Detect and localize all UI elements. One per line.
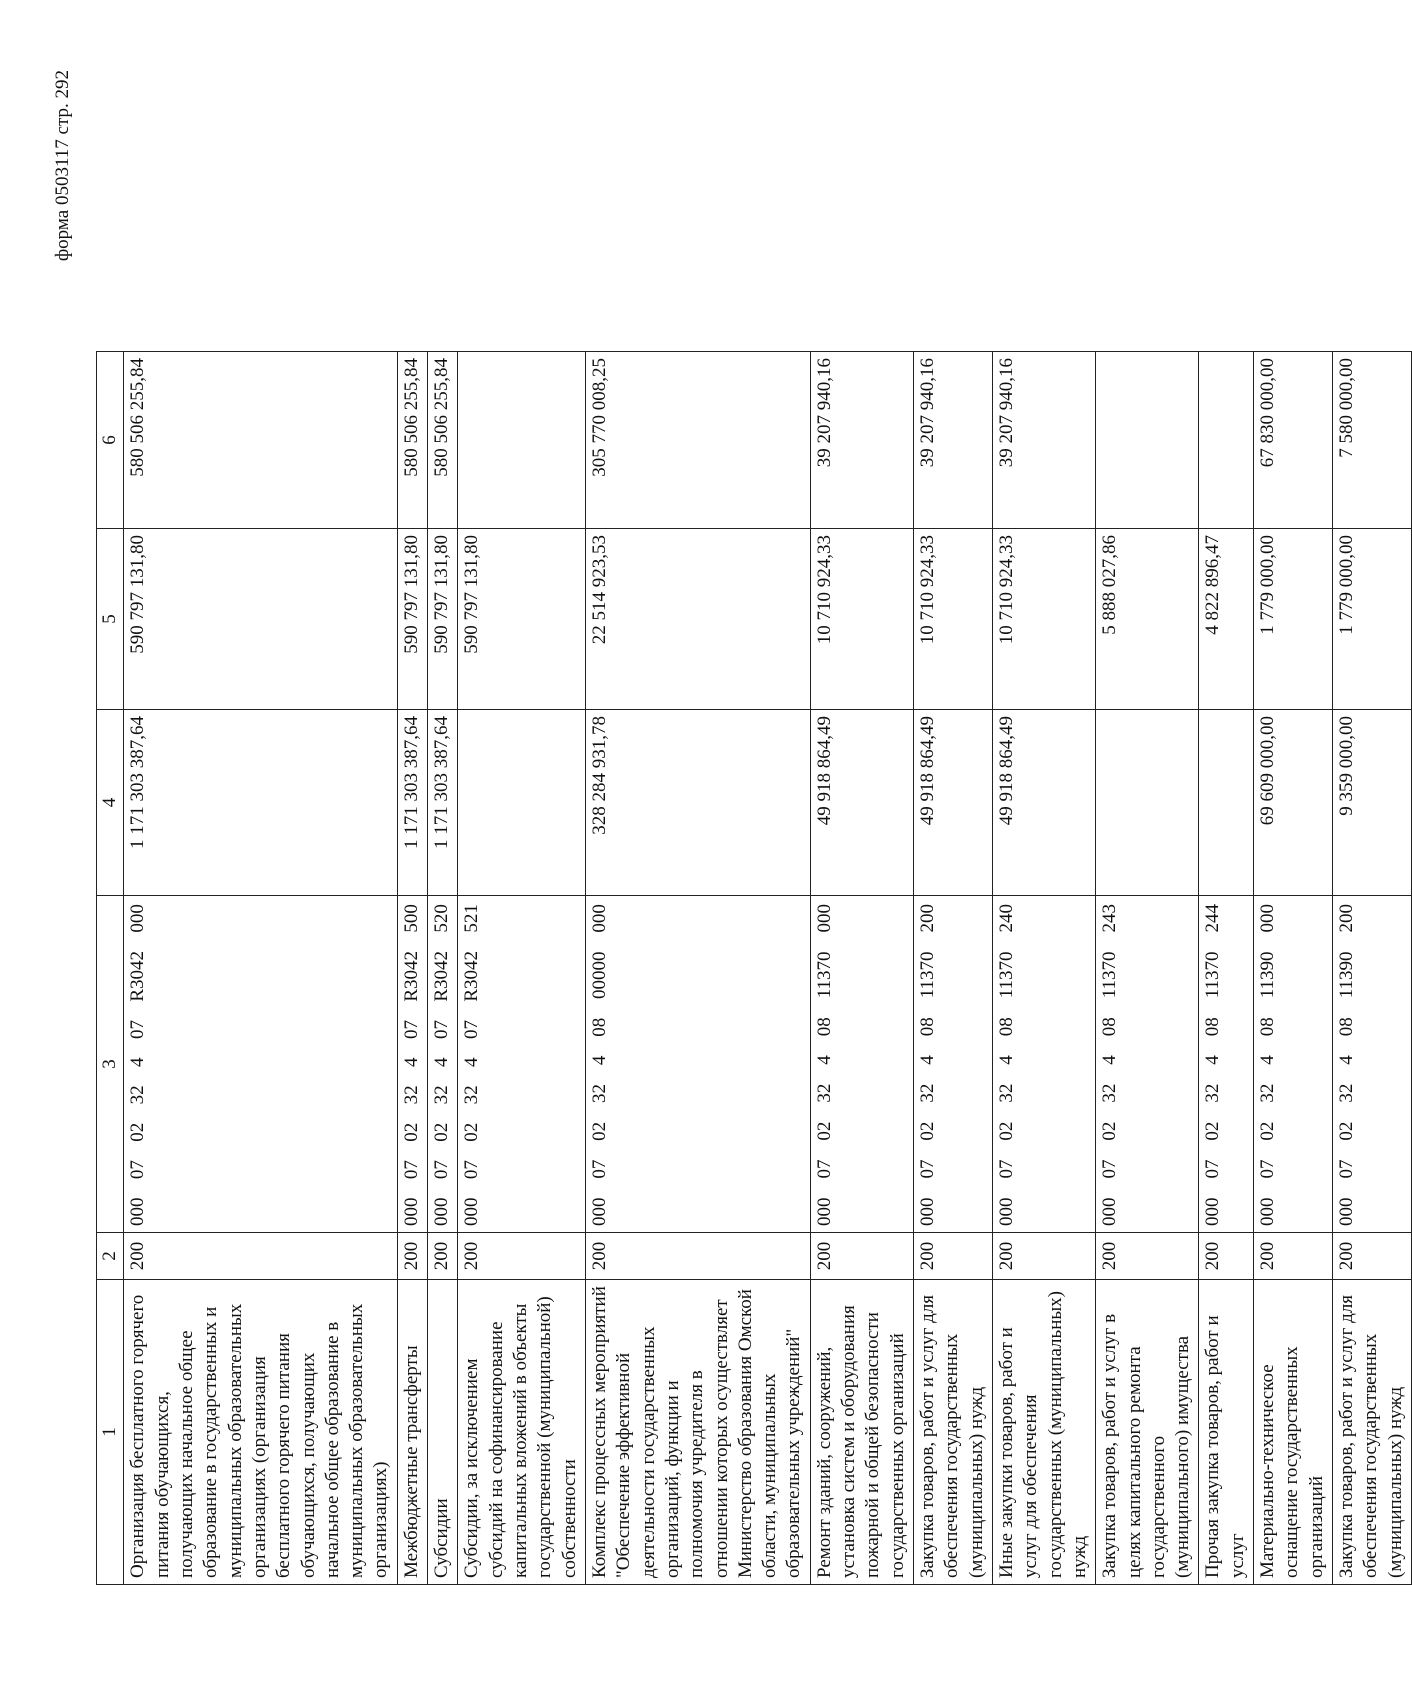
row-budget-code — [1333, 896, 1412, 1233]
row-executed-amount: 4 822 896,47 — [1199, 529, 1254, 710]
budget-code-segment: 32 — [1099, 1083, 1121, 1103]
budget-code-segment: 000 — [127, 1197, 149, 1226]
budget-code-segment: 000 — [1257, 904, 1279, 933]
row-line-code: 200 — [397, 1233, 427, 1280]
budget-code-segment: 02 — [127, 1122, 149, 1142]
budget-code-segment: 4 — [1099, 1055, 1121, 1065]
budget-code-segment: 244 — [1202, 904, 1224, 933]
row-budget-code — [914, 896, 993, 1233]
row-budget-code — [397, 896, 427, 1233]
budget-code-segment: 4 — [813, 1055, 835, 1065]
budget-code-segment: 07 — [400, 1020, 422, 1040]
row-budget-code — [124, 896, 397, 1233]
budget-code-segment: 08 — [588, 1017, 610, 1037]
row-executed-amount: 1 779 000,00 — [1333, 529, 1412, 710]
budget-code-segment: 32 — [400, 1085, 422, 1105]
budget-code-segment: 11370 — [995, 951, 1017, 999]
row-description: Комплекс процессных мероприятий "Обеспечение эффективной деятельности государственных организаций, функции и полномочия учредителя в отношении которых осуществляет Министерство образования Омской области, муниципальных образовательных учреждений" — [585, 1280, 810, 1585]
budget-code-segment: 32 — [1257, 1083, 1279, 1103]
table-row — [585, 352, 810, 1585]
budget-code-segment: 07 — [431, 1020, 453, 1040]
row-approved-amount — [458, 710, 586, 896]
column-header-4: 4 — [97, 710, 124, 896]
table-row — [992, 352, 1095, 1585]
budget-code-segment: 08 — [1336, 1017, 1357, 1037]
table-body — [124, 352, 1412, 1585]
row-approved-amount: 49 918 864,49 — [992, 710, 1095, 896]
row-approved-amount: 49 918 864,49 — [914, 710, 993, 896]
budget-code-segment: 32 — [1202, 1083, 1224, 1103]
row-unexecuted-amount: 580 506 255,84 — [397, 352, 427, 529]
column-header-5: 5 — [97, 529, 124, 710]
budget-code-segment: 240 — [995, 904, 1017, 933]
budget-code-parts — [813, 902, 837, 1226]
budget-code-segment: 00000 — [588, 951, 610, 999]
row-description: Материально-техническое оснащение государственных организаций — [1254, 1280, 1333, 1585]
budget-code-segment: 07 — [1099, 1159, 1121, 1179]
table-row — [1199, 352, 1254, 1585]
budget-code-segment: R3042 — [400, 950, 422, 1002]
budget-code-segment: 32 — [917, 1083, 938, 1103]
row-approved-amount: 9 359 000,00 — [1333, 710, 1412, 896]
budget-code-segment: 02 — [1099, 1121, 1121, 1141]
budget-code-segment: 4 — [431, 1057, 453, 1067]
budget-code-segment: 02 — [588, 1121, 610, 1141]
budget-code-segment: 32 — [431, 1085, 453, 1105]
budget-code-segment: 32 — [127, 1085, 149, 1105]
row-description: Прочая закупка товаров, работ и услуг — [1199, 1280, 1254, 1585]
row-budget-code — [585, 896, 810, 1233]
budget-code-segment: 4 — [995, 1055, 1017, 1065]
row-budget-code — [428, 896, 458, 1233]
budget-code-segment: 520 — [431, 904, 453, 933]
budget-code-segment: 11370 — [813, 951, 835, 999]
budget-code-segment: 02 — [917, 1121, 938, 1141]
row-unexecuted-amount: 39 207 940,16 — [914, 352, 993, 529]
budget-code-segment: 000 — [1099, 1197, 1121, 1226]
budget-code-segment: 4 — [1202, 1055, 1224, 1065]
budget-code-segment: 11370 — [1202, 951, 1224, 999]
row-unexecuted-amount — [458, 352, 586, 529]
table-row — [1254, 352, 1333, 1585]
row-description: Субсидии — [428, 1280, 458, 1585]
budget-code-segment: 08 — [1257, 1017, 1279, 1037]
row-description: Закупка товаров, работ и услуг для обеспечения государственных (муниципальных) нужд — [1333, 1280, 1412, 1585]
budget-code-parts — [1201, 902, 1225, 1226]
budget-code-segment: 000 — [1257, 1197, 1279, 1226]
budget-code-segment: 08 — [917, 1017, 938, 1037]
budget-code-segment: 243 — [1099, 904, 1121, 933]
form-label: форма 0503117 стр. 292 — [52, 70, 73, 262]
row-unexecuted-amount: 580 506 255,84 — [124, 352, 397, 529]
budget-code-parts — [460, 902, 484, 1226]
budget-code-segment: 11370 — [1099, 951, 1121, 999]
budget-code-segment: 02 — [1202, 1121, 1224, 1141]
table-header-row — [97, 352, 124, 1585]
budget-code-segment: 000 — [431, 1197, 453, 1226]
budget-code-segment: 4 — [1257, 1055, 1279, 1065]
table-row — [810, 352, 913, 1585]
budget-code-segment: R3042 — [431, 950, 453, 1002]
row-executed-amount: 590 797 131,80 — [124, 529, 397, 710]
table-row — [914, 352, 993, 1585]
report-table — [96, 351, 1412, 1585]
row-line-code: 200 — [810, 1233, 913, 1280]
budget-code-segment: 07 — [995, 1159, 1017, 1179]
row-approved-amount: 328 284 931,78 — [585, 710, 810, 896]
budget-code-segment: 07 — [1257, 1159, 1279, 1179]
budget-code-segment: 11370 — [917, 951, 938, 999]
row-executed-amount: 1 779 000,00 — [1254, 529, 1333, 710]
row-line-code: 200 — [585, 1233, 810, 1280]
row-unexecuted-amount: 305 770 008,25 — [585, 352, 810, 529]
column-header-3: 3 — [97, 896, 124, 1233]
row-executed-amount: 10 710 924,33 — [914, 529, 993, 710]
budget-code-segment: 000 — [588, 1197, 610, 1226]
row-unexecuted-amount — [1096, 352, 1199, 529]
budget-code-segment: 07 — [588, 1159, 610, 1179]
budget-code-segment: 000 — [813, 904, 835, 933]
column-header-2: 2 — [97, 1233, 124, 1280]
column-header-6: 6 — [97, 352, 124, 529]
table-row — [1096, 352, 1199, 1585]
budget-code-segment: 11390 — [1336, 951, 1357, 999]
budget-code-segment: 02 — [1336, 1121, 1357, 1141]
budget-code-segment: 07 — [431, 1160, 453, 1180]
budget-code-segment: 4 — [127, 1057, 149, 1067]
budget-code-segment: 08 — [995, 1017, 1017, 1037]
row-unexecuted-amount: 39 207 940,16 — [810, 352, 913, 529]
row-line-code: 200 — [992, 1233, 1095, 1280]
budget-code-segment: 4 — [917, 1055, 938, 1065]
budget-code-segment: R3042 — [461, 950, 483, 1002]
budget-code-segment: 02 — [400, 1122, 422, 1142]
budget-code-segment: 32 — [1336, 1083, 1357, 1103]
budget-code-segment: 000 — [588, 904, 610, 933]
row-approved-amount: 1 171 303 387,64 — [397, 710, 427, 896]
budget-code-parts — [1098, 902, 1122, 1226]
budget-code-segment: R3042 — [127, 950, 149, 1002]
row-line-code: 200 — [428, 1233, 458, 1280]
row-unexecuted-amount: 39 207 940,16 — [992, 352, 1095, 529]
budget-code-segment: 08 — [1099, 1017, 1121, 1037]
row-approved-amount — [1096, 710, 1199, 896]
row-unexecuted-amount: 580 506 255,84 — [428, 352, 458, 529]
budget-code-parts — [430, 902, 454, 1226]
row-budget-code — [458, 896, 586, 1233]
budget-code-segment: 200 — [1336, 904, 1357, 933]
budget-code-segment: 000 — [1336, 1197, 1357, 1226]
budget-code-segment: 4 — [461, 1057, 483, 1067]
budget-code-parts — [916, 902, 940, 1226]
row-description: Иные закупки товаров, работ и услуг для обеспечения государственных (муниципальных) нужд — [992, 1280, 1095, 1585]
row-line-code: 200 — [124, 1233, 397, 1280]
row-executed-amount: 22 514 923,53 — [585, 529, 810, 710]
budget-code-segment: 500 — [400, 904, 422, 933]
budget-code-segment: 07 — [400, 1160, 422, 1180]
row-executed-amount: 590 797 131,80 — [397, 529, 427, 710]
budget-code-segment: 07 — [1336, 1159, 1357, 1179]
row-approved-amount: 49 918 864,49 — [810, 710, 913, 896]
budget-code-segment: 02 — [813, 1121, 835, 1141]
row-budget-code — [1096, 896, 1199, 1233]
budget-code-parts — [126, 902, 150, 1226]
row-budget-code — [992, 896, 1095, 1233]
row-unexecuted-amount: 7 580 000,00 — [1333, 352, 1412, 529]
table-row — [124, 352, 397, 1585]
budget-code-segment: 02 — [431, 1122, 453, 1142]
budget-code-segment: 32 — [588, 1083, 610, 1103]
budget-code-segment: 000 — [995, 1197, 1017, 1226]
budget-code-segment: 000 — [1202, 1197, 1224, 1226]
row-approved-amount — [1199, 710, 1254, 896]
budget-code-segment: 07 — [813, 1159, 835, 1179]
table-row — [1333, 352, 1412, 1585]
budget-code-segment: 02 — [995, 1121, 1017, 1141]
row-unexecuted-amount — [1199, 352, 1254, 529]
row-description: Организация бесплатного горячего питания обучающихся, получающих начальное общее образование в государственных и муниципальных образовательных организациях (организация бесплатного горячего питания обучающихся, получающих начальное общее образование в муниципальных образовательных организациях) — [124, 1280, 397, 1585]
row-line-code: 200 — [458, 1233, 586, 1280]
row-executed-amount: 590 797 131,80 — [458, 529, 586, 710]
budget-code-segment: 4 — [588, 1055, 610, 1066]
row-description: Субсидии, за исключением субсидий на софинансирование капитальных вложений в объекты государственной (муниципальной) собственности — [458, 1280, 586, 1585]
budget-code-segment: 11390 — [1257, 951, 1279, 999]
budget-code-segment: 32 — [461, 1085, 483, 1105]
budget-code-segment: 02 — [1257, 1121, 1279, 1141]
row-description: Межбюджетные трансферты — [397, 1280, 427, 1585]
budget-code-segment: 000 — [400, 1197, 422, 1226]
budget-code-segment: 07 — [917, 1159, 938, 1179]
budget-code-segment: 4 — [1336, 1055, 1357, 1065]
budget-code-segment: 08 — [1202, 1017, 1224, 1037]
row-line-code: 200 — [914, 1233, 993, 1280]
budget-code-segment: 32 — [995, 1083, 1017, 1103]
budget-code-segment: 07 — [127, 1160, 149, 1180]
table-row — [397, 352, 427, 1585]
budget-code-segment: 07 — [461, 1160, 483, 1180]
budget-code-segment: 000 — [127, 904, 149, 933]
budget-code-segment: 000 — [917, 1197, 938, 1226]
budget-code-segment: 07 — [127, 1020, 149, 1040]
budget-code-segment: 02 — [461, 1122, 483, 1142]
row-description: Закупка товаров, работ и услуг в целях капитального ремонта государственного (муниципального) имущества — [1096, 1280, 1199, 1585]
row-budget-code — [1254, 896, 1333, 1233]
budget-code-segment: 07 — [461, 1020, 483, 1040]
row-line-code: 200 — [1199, 1233, 1254, 1280]
row-executed-amount: 10 710 924,33 — [992, 529, 1095, 710]
row-approved-amount: 1 171 303 387,64 — [124, 710, 397, 896]
budget-code-parts — [1256, 902, 1280, 1226]
row-unexecuted-amount: 67 830 000,00 — [1254, 352, 1333, 529]
row-budget-code — [1199, 896, 1254, 1233]
row-budget-code — [810, 896, 913, 1233]
budget-code-parts — [400, 902, 424, 1226]
row-line-code: 200 — [1333, 1233, 1412, 1280]
budget-code-parts — [995, 902, 1019, 1226]
budget-code-segment: 4 — [400, 1057, 422, 1067]
column-header-1: 1 — [97, 1280, 124, 1585]
budget-code-segment: 521 — [461, 904, 483, 933]
table-row — [428, 352, 458, 1585]
budget-code-segment: 000 — [461, 1197, 483, 1226]
row-line-code: 200 — [1254, 1233, 1333, 1280]
row-line-code: 200 — [1096, 1233, 1199, 1280]
row-executed-amount: 590 797 131,80 — [428, 529, 458, 710]
budget-code-parts — [588, 902, 612, 1226]
row-description: Ремонт зданий, сооружений, установка систем и оборудования пожарной и общей безопасности государственных организаций — [810, 1280, 913, 1585]
row-executed-amount: 10 710 924,33 — [810, 529, 913, 710]
budget-code-segment: 200 — [917, 904, 938, 933]
row-approved-amount: 1 171 303 387,64 — [428, 710, 458, 896]
budget-code-segment: 07 — [1202, 1159, 1224, 1179]
row-description: Закупка товаров, работ и услуг для обеспечения государственных (муниципальных) нужд — [914, 1280, 993, 1585]
budget-code-segment: 32 — [813, 1083, 835, 1103]
budget-code-parts — [1335, 902, 1359, 1226]
table-row — [458, 352, 586, 1585]
row-executed-amount: 5 888 027,86 — [1096, 529, 1199, 710]
budget-code-segment: 000 — [813, 1197, 835, 1226]
budget-code-segment: 08 — [813, 1017, 835, 1037]
row-approved-amount: 69 609 000,00 — [1254, 710, 1333, 896]
